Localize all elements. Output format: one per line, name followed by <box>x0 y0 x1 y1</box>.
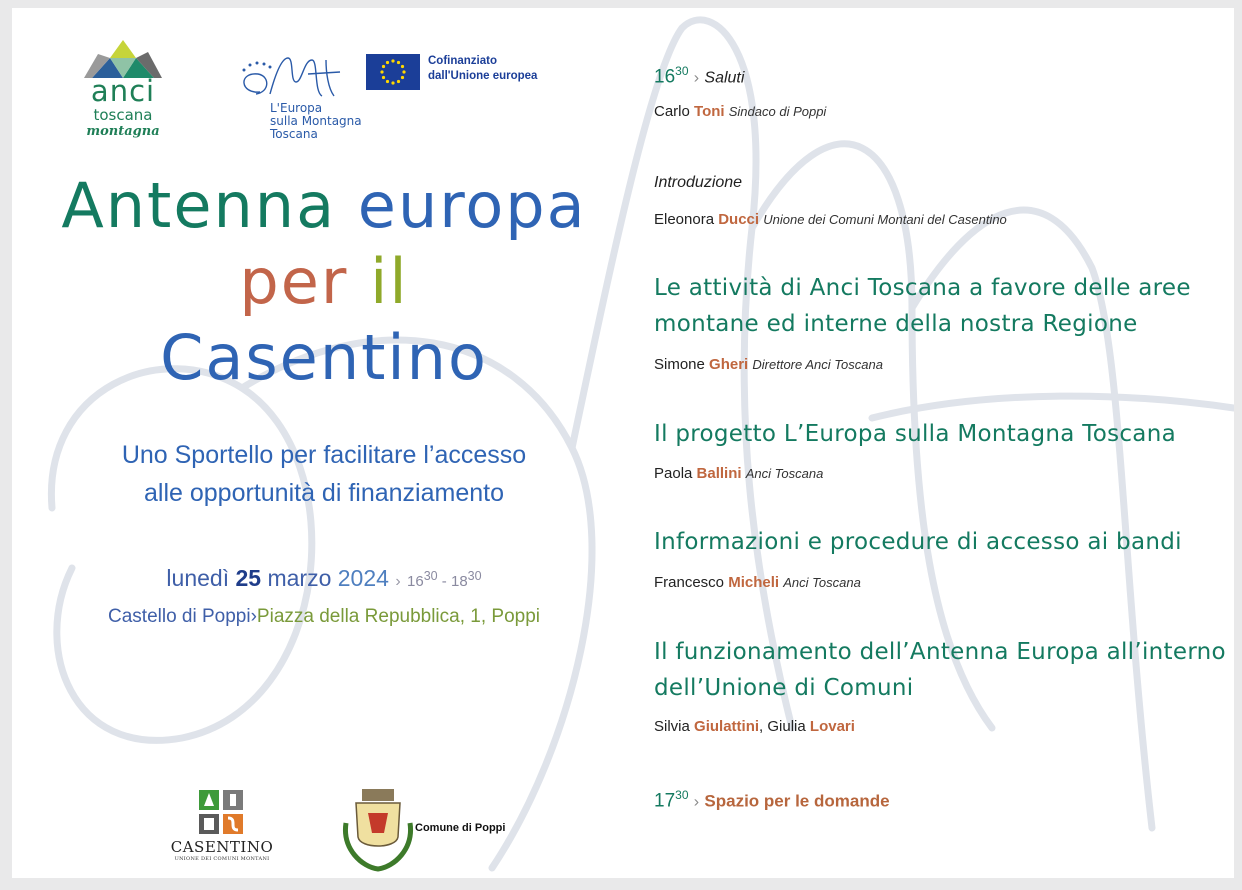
agenda-questions-time <box>654 788 890 812</box>
emt-line-2: sulla Montagna <box>270 114 362 128</box>
europa-montagna-logo <box>230 52 370 152</box>
agenda-greetings-time <box>654 64 744 88</box>
speaker-role: Direttore Anci Toscana <box>752 357 883 372</box>
talk-4-title <box>654 634 1234 706</box>
date-number: 25 <box>235 565 262 591</box>
speaker-last-name: Lovari <box>809 718 855 735</box>
talk-1-title <box>654 270 1234 342</box>
speaker-first-name: Simone <box>654 356 705 373</box>
chevron-right-icon: › <box>395 573 401 590</box>
title-word-il: il <box>370 245 409 318</box>
title-word-per: per <box>239 245 349 318</box>
talk-4-speakers: Silvia Giulattini, Giulia Lovari <box>654 718 855 735</box>
speaker-first-name: Silvia <box>654 718 690 735</box>
talk-3-title: Informazioni e procedure di accesso ai bandi <box>654 529 1182 555</box>
speaker-role: Sindaco di Poppi <box>728 104 827 119</box>
emt-line-3: Toscana <box>270 127 318 141</box>
talk-4-line-1: Il funzionamento dell’Antenna Europa all’interno <box>654 639 1226 665</box>
speaker-last-name: Ducci <box>718 211 760 228</box>
location-venue: Castello di Poppi <box>108 606 251 627</box>
casentino-sub-label: UNIONE DEI COMUNI MONTANI <box>174 856 270 862</box>
greet-hour: 16 <box>654 66 676 88</box>
speaker-last-name: Gheri <box>709 356 749 373</box>
date-day: lunedì <box>166 565 230 591</box>
title-line-3 <box>34 320 614 396</box>
eu-flag-icon <box>366 54 420 90</box>
casentino-logo <box>162 788 282 868</box>
talk-1-line-2: montane ed interne della nostra Regione <box>654 311 1138 337</box>
q-min: 30 <box>675 788 689 802</box>
event-location <box>34 606 614 628</box>
greet-label: Saluti <box>704 69 745 87</box>
title-word-antenna: Antenna <box>61 169 337 242</box>
eu-line-2: dall'Unione europea <box>428 70 538 82</box>
speaker-first-name: Eleonora <box>654 211 715 228</box>
anci-toscana-logo <box>78 38 168 148</box>
speaker-first-name: Giulia <box>767 718 806 735</box>
speaker-first-name: Paola <box>654 465 693 482</box>
chevron-right-icon: › <box>250 606 257 627</box>
speaker-role: Unione dei Comuni Montani del Casentino <box>763 212 1007 227</box>
speaker-role: Anci Toscana <box>745 466 824 481</box>
title-line-2 <box>34 244 614 320</box>
emt-line-1: L'Europa <box>270 101 323 115</box>
talk-1-line-1: Le attività di Anci Toscana a favore delle aree <box>654 275 1191 301</box>
date-year: 2024 <box>337 565 389 591</box>
talk-2-title: Il progetto L’Europa sulla Montagna Toscana <box>654 421 1176 447</box>
talk-4-line-2: dell’Unione di Comuni <box>654 675 914 701</box>
speaker-last-name: Micheli <box>728 574 780 591</box>
speaker-last-name: Giulattini <box>694 718 760 735</box>
eu-caption <box>428 54 537 84</box>
time-end-hour: 18 <box>450 573 468 590</box>
event-date <box>34 565 614 592</box>
speaker-role: Anci Toscana <box>783 575 861 590</box>
speaker-last-name: Ballini <box>696 465 742 482</box>
chevron-right-icon: › <box>693 69 700 87</box>
eu-cofinanced-logo <box>366 54 566 94</box>
talk-2-speaker <box>654 465 823 482</box>
time-start-hour: 16 <box>407 573 424 590</box>
poppi-label: Comune di Poppi <box>415 822 506 834</box>
anci-toscana-label: toscana <box>93 106 153 124</box>
speaker-last-name: Toni <box>694 103 725 120</box>
subtitle-line-2: alle opportunità di finanziamento <box>144 479 504 507</box>
anci-wordmark: anci <box>90 74 156 108</box>
title-word-europa: europa <box>357 169 587 242</box>
talk-1-speaker <box>654 356 883 373</box>
anci-montagna-label: montagna <box>86 124 160 139</box>
event-time: $16^{30} - 18^{30}$ <box>407 569 482 590</box>
questions-label: Spazio per le domande <box>704 791 890 811</box>
q-hour: 17 <box>654 790 676 812</box>
title-line-1 <box>34 168 614 244</box>
flyer-card <box>12 8 1234 878</box>
anci-mountain-icon <box>78 38 168 78</box>
speaker-first-name: Carlo <box>654 103 690 120</box>
chevron-right-icon: › <box>693 793 700 811</box>
event-title <box>34 168 614 396</box>
subtitle-line-1: Uno Sportello per facilitare l’accesso <box>121 441 527 469</box>
event-subtitle <box>34 436 614 512</box>
greet-speaker <box>654 103 826 120</box>
casentino-emblem-icon <box>162 788 282 836</box>
time-end-min: 30 <box>467 569 482 583</box>
title-word-casentino: Casentino <box>160 321 488 394</box>
location-address: Piazza della Repubblica, 1, Poppi <box>256 606 540 627</box>
intro-label: Introduzione <box>654 174 743 191</box>
speaker-first-name: Francesco <box>654 574 725 591</box>
casentino-label: CASENTINO <box>170 838 274 856</box>
intro-speaker <box>654 211 1007 228</box>
greet-min: 30 <box>675 64 689 78</box>
poppi-crest-icon <box>338 783 418 873</box>
time-start-min: 30 <box>423 569 438 583</box>
talk-3-speaker <box>654 574 861 591</box>
eu-line-1: Cofinanziato <box>428 55 497 67</box>
emt-caption <box>270 102 362 141</box>
date-month: marzo <box>267 565 332 591</box>
